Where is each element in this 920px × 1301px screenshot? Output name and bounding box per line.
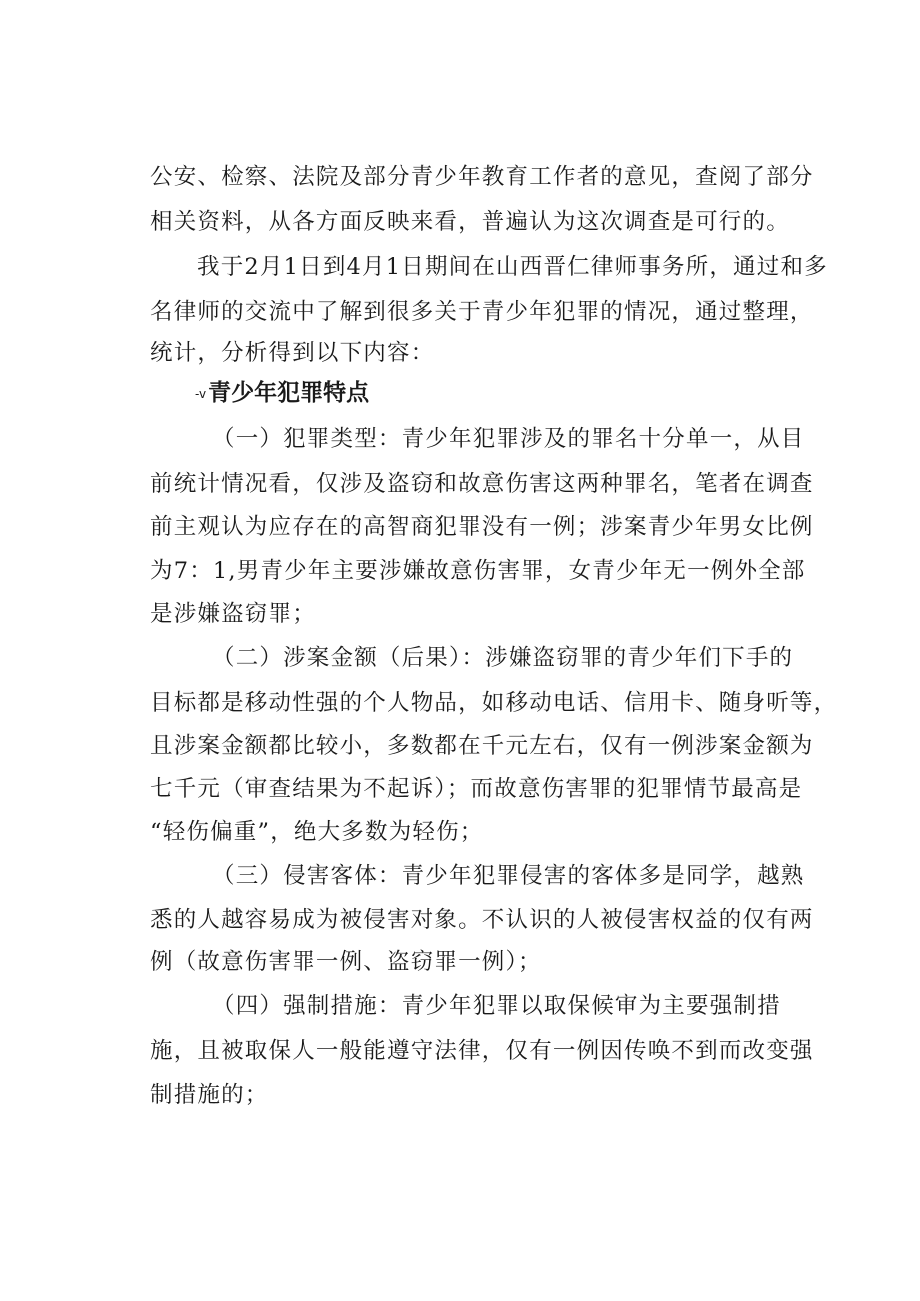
section3-line-1: （三）侵害客体：青少年犯罪侵害的客体多是同学，越熟	[212, 863, 805, 889]
section2-line-4: 七千元（审查结果为不起诉）；而故意伤害罪的犯罪情节最高是	[150, 776, 803, 802]
section4-line-1: （四）强制措施：青少年犯罪以取保候审为主要强制措	[212, 993, 781, 1019]
heading-marker: -v	[195, 386, 207, 401]
heading-text: 青少年犯罪特点	[208, 380, 370, 406]
para2-line-2: 名律师的交流中了解到很多关于青少年犯罪的情况，通过整理，	[150, 299, 814, 325]
para2-line-1: 我于2月1日到4月1日期间在山西晋仁律师事务所，通过和多	[197, 254, 828, 280]
section1-line-4: 为7：1,男青少年主要涉嫌故意伤害罪，女青少年无一例外全部	[150, 558, 806, 584]
section2-line-5: “轻伤偏重”，绝大多数为轻伤；	[150, 819, 484, 845]
section4-line-2: 施，且被取保人一般能遵守法律，仅有一例因传唤不到而改变强	[150, 1038, 814, 1064]
para2-line-3: 统计，分析得到以下内容：	[150, 340, 435, 366]
section1-line-5: 是涉嫌盗窃罪；	[150, 601, 316, 627]
section2-line-2: 目标都是移动性强的个人物品，如移动电话、信用卡、随身听等，	[150, 690, 838, 716]
section3-line-2: 悉的人越容易成为被侵害对象。不认识的人被侵害权益的仅有两	[150, 907, 814, 933]
section4-line-3: 制措施的；	[150, 1082, 269, 1108]
intro-line-2: 相关资料，从各方面反映来看，普遍认为这次调查是可行的。	[150, 209, 790, 235]
section1-line-3: 前主观认为应存在的高智商犯罪没有一例；涉案青少年男女比例	[150, 514, 814, 540]
section1-line-2: 前统计情况看，仅涉及盗窃和故意伤害这两种罪名，笔者在调查	[150, 471, 814, 497]
section2-line-1: （二）涉案金额（后果）：涉嫌盗窃罪的青少年们下手的	[212, 645, 794, 671]
intro-line-1: 公安、检察、法院及部分青少年教育工作者的意见，查阅了部分	[150, 164, 814, 190]
section3-line-3: 例（故意伤害罪一例、盗窃罪一例）；	[150, 949, 542, 975]
section-heading	[195, 378, 369, 409]
section2-line-3: 且涉案金额都比较小，多数都在千元左右，仅有一例涉案金额为	[150, 733, 814, 759]
section1-line-1: （一）犯罪类型：青少年犯罪涉及的罪名十分单一，从目	[212, 426, 805, 452]
